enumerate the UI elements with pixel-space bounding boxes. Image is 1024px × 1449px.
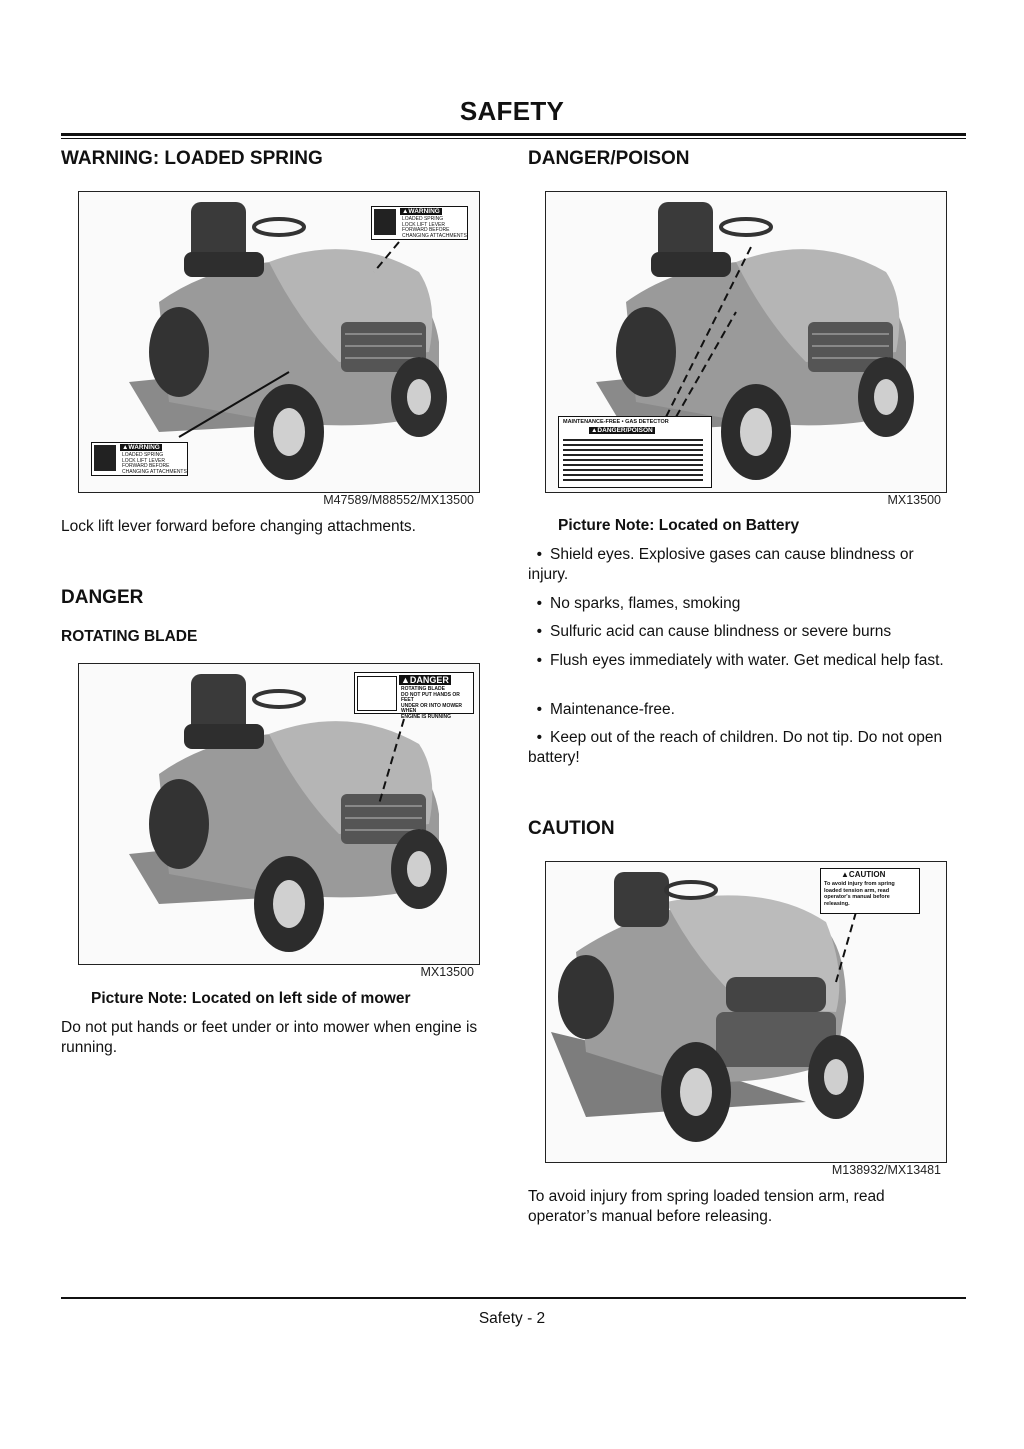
decal-signal-word: ▲WARNING — [402, 208, 440, 215]
warning-text: Lock lift lever forward before changing attachments. — [61, 518, 416, 535]
bullet-item: • Flush eyes immediately with water. Get medical help fast. — [528, 652, 944, 669]
page-footer: Safety - 2 — [478, 1310, 546, 1327]
danger-figure — [78, 663, 480, 965]
decal-signal-word: ▲CAUTION — [841, 870, 886, 879]
decal-text: To avoid injury from spring loaded tension arm, read operator's manual before releasing. — [824, 881, 895, 907]
bullet-item: • Sulfuric acid can cause blindness or severe burns — [528, 623, 892, 640]
poison-heading: DANGER/POISON — [528, 148, 690, 169]
danger-subheading: ROTATING BLADE — [61, 628, 198, 645]
danger-text: Do not put hands or feet under or into mower when engine is running. — [61, 1019, 478, 1056]
decal-signal-word: ▲DANGER/POISON — [591, 427, 653, 434]
hazard-pictogram-icon — [357, 676, 397, 711]
title-rule-thin — [61, 138, 966, 139]
bullet-item: • Shield eyes. Explosive gases can cause blindness or injury. — [528, 546, 914, 583]
footer-rule — [61, 1297, 966, 1299]
warning-figure — [78, 191, 480, 493]
decal-pictograms — [563, 439, 703, 481]
caution-heading: CAUTION — [528, 818, 615, 839]
page-title: SAFETY — [459, 96, 565, 126]
title-rule — [61, 133, 966, 136]
bullet-item: • Maintenance-free. — [528, 701, 675, 718]
decal-text: LOADED SPRING LOCK LIFT LEVER FORWARD BEFORE CHANGING ATTACHMENTS — [402, 216, 467, 239]
bullet-item: • No sparks, flames, smoking — [528, 595, 741, 612]
decal-text: ROTATING BLADE DO NOT PUT HANDS OR FEET UNDER OR INTO MOWER WHEN ENGINE IS RUNNING — [401, 686, 463, 720]
picture-note: Picture Note: Located on Battery — [558, 517, 800, 534]
decal-text: LOADED SPRING LOCK LIFT LEVER FORWARD BEFORE CHANGING ATTACHMENTS — [122, 452, 187, 475]
warning-decal-bottom — [91, 442, 188, 476]
decal-header: MAINTENANCE-FREE • GAS DETECTOR — [563, 419, 669, 425]
poison-figure — [545, 191, 947, 493]
figure-ref: MX13500 — [420, 965, 474, 979]
danger-decal — [354, 672, 474, 720]
decal-signal-word: ▲DANGER — [401, 675, 449, 685]
danger-heading: DANGER — [61, 587, 144, 608]
caution-decal — [820, 868, 920, 914]
figure-ref: MX13500 — [887, 493, 941, 507]
hazard-pictogram-icon — [94, 445, 116, 471]
decal-signal-word: ▲WARNING — [122, 444, 160, 451]
caution-figure — [545, 861, 947, 1163]
caution-text: To avoid injury from spring loaded tension arm, read operator’s manual before releasing. — [528, 1188, 885, 1225]
figure-ref: M138932/MX13481 — [831, 1163, 941, 1177]
warning-heading: WARNING: LOADED SPRING — [61, 148, 323, 169]
picture-note: Picture Note: Located on left side of mower — [91, 990, 411, 1007]
battery-decal — [558, 416, 712, 488]
figure-ref: M47589/M88552/MX13500 — [323, 493, 474, 507]
hazard-pictogram-icon — [374, 209, 396, 235]
warning-decal-top — [371, 206, 468, 240]
bullet-item: • Keep out of the reach of children. Do not tip. Do not open battery! — [528, 729, 943, 766]
